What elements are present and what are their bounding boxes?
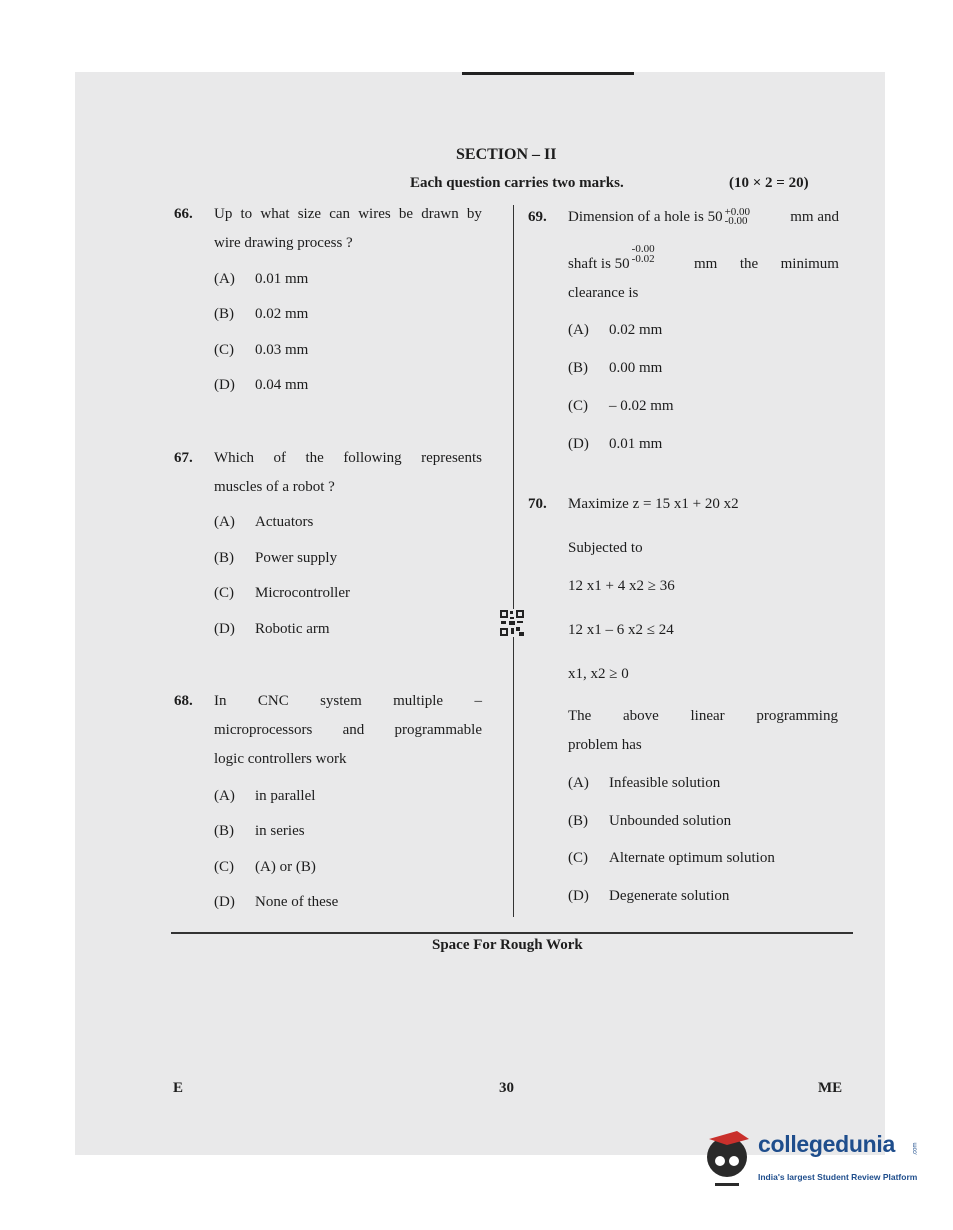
qr-code-icon [499, 609, 525, 637]
option-c[interactable] [214, 853, 316, 882]
footer-set-code: E [173, 1080, 184, 1096]
tolerance-upper: +0.00 [724, 206, 751, 218]
word: programmable [394, 722, 482, 738]
stem-line-2: problem has [568, 737, 642, 753]
option-label: (C) [214, 585, 234, 601]
tolerance-lower: -0.02 [631, 253, 655, 265]
word: the [739, 256, 759, 272]
option-label: (D) [214, 377, 235, 393]
option-text: Power supply [255, 550, 338, 566]
word: The [568, 708, 592, 724]
question-number: 67. [174, 450, 193, 466]
stem-line-3: logic controllers work [214, 751, 347, 767]
option-a[interactable] [214, 508, 313, 537]
option-label: (B) [214, 550, 234, 566]
option-label: (A) [214, 271, 235, 287]
option-text: 0.03 mm [255, 342, 309, 358]
stem-line-2: muscles of a robot ? [214, 479, 335, 495]
stem-line-2 [214, 716, 482, 745]
word: In [214, 693, 227, 709]
stem-line-1 [214, 687, 482, 716]
option-d[interactable] [214, 615, 330, 644]
option-a[interactable] [214, 782, 315, 811]
word: by [466, 206, 482, 222]
option-text: in parallel [255, 788, 316, 804]
word: microprocessors [214, 722, 313, 738]
word: programming [756, 708, 838, 724]
option-label: (C) [568, 850, 588, 866]
option-text: – 0.02 mm [609, 398, 674, 414]
footer-subject-code: ME [818, 1080, 843, 1096]
non-negativity: x1, x2 ≥ 0 [568, 666, 629, 682]
option-label: (C) [214, 342, 234, 358]
shaft-tolerance [630, 243, 662, 268]
marks-note: Each question carries two marks. [410, 175, 624, 191]
option-c[interactable] [214, 336, 308, 365]
option-text: Degenerate solution [609, 888, 730, 904]
option-text: Actuators [255, 514, 314, 530]
stem-line-1 [214, 200, 482, 229]
hole-tolerance [723, 206, 755, 227]
stem-line-2: wire drawing process ? [214, 235, 353, 251]
word: can [329, 206, 351, 222]
word: size [297, 206, 322, 222]
option-text: 0.01 mm [255, 271, 309, 287]
option-a[interactable] [214, 265, 308, 294]
stem-line-1 [568, 203, 839, 232]
bottom-rule [171, 932, 853, 934]
question-stem [568, 203, 839, 308]
stem-text: Dimension of a hole is 50 [568, 209, 723, 225]
option-label: (D) [568, 436, 589, 452]
option-d[interactable] [214, 371, 308, 400]
option-label: (B) [214, 306, 234, 322]
word: wires [358, 206, 391, 222]
word: Which [214, 450, 254, 466]
word: represents [421, 450, 482, 466]
option-text: in series [255, 823, 305, 839]
word: and [342, 722, 365, 738]
brand-suffix: .com [912, 1142, 919, 1156]
option-label: (A) [568, 322, 589, 338]
subject-to: Subjected to [568, 540, 643, 556]
rough-work-label: Space For Rough Work [432, 937, 583, 953]
option-label: (D) [568, 888, 589, 904]
option-d[interactable] [568, 882, 729, 911]
question-number: 66. [174, 206, 193, 222]
question-number: 69. [528, 209, 547, 225]
question-stem [214, 200, 482, 258]
question-stem [214, 444, 482, 502]
word: above [623, 708, 659, 724]
option-c[interactable] [568, 392, 674, 421]
option-text: Unbounded solution [609, 813, 732, 829]
option-c[interactable] [568, 844, 775, 873]
word: following [343, 450, 402, 466]
option-text: Robotic arm [255, 621, 330, 637]
word: mm [694, 256, 718, 272]
option-label: (B) [214, 823, 234, 839]
word: be [398, 206, 414, 222]
column-divider [513, 205, 514, 917]
word: minimum [780, 256, 839, 272]
word: linear [690, 708, 725, 724]
word: drawn [421, 206, 459, 222]
word: system [320, 693, 362, 709]
option-label: (C) [568, 398, 588, 414]
option-text: 0.01 mm [609, 436, 663, 452]
tolerance-lower: -0.00 [724, 215, 748, 227]
question-number: 68. [174, 693, 193, 709]
section-title: SECTION – II [456, 146, 557, 163]
option-b[interactable] [214, 300, 308, 329]
option-text: None of these [255, 894, 339, 910]
option-label: (C) [214, 859, 234, 875]
word: of [273, 450, 286, 466]
word: multiple [393, 693, 444, 709]
option-text: 0.04 mm [255, 377, 309, 393]
word: to [240, 206, 253, 222]
option-b[interactable] [568, 807, 731, 836]
constraint-2: 12 x1 – 6 x2 ≤ 24 [568, 622, 674, 638]
stem-line-2 [568, 243, 839, 279]
option-label: (B) [568, 813, 588, 829]
word: Up [214, 206, 233, 222]
option-b[interactable] [214, 817, 305, 846]
option-label: (B) [568, 360, 588, 376]
option-b[interactable] [568, 354, 662, 383]
option-a[interactable] [568, 769, 720, 798]
word: what [260, 206, 290, 222]
option-d[interactable] [214, 888, 338, 917]
option-label: (D) [214, 894, 235, 910]
objective-function: Maximize z = 15 x1 + 20 x2 [568, 496, 739, 512]
option-text: 0.00 mm [609, 360, 663, 376]
tolerance-upper: -0.00 [631, 243, 655, 255]
option-c[interactable] [214, 579, 350, 608]
stem-text: shaft is 50 [568, 256, 630, 272]
word: CNC [257, 693, 289, 709]
word: – [474, 693, 482, 709]
marks-total: (10 × 2 = 20) [729, 175, 809, 191]
word: the [305, 450, 324, 466]
question-stem [214, 687, 482, 774]
stem-text: mm and [790, 209, 839, 225]
constraint-1: 12 x1 + 4 x2 ≥ 36 [568, 578, 675, 594]
option-text: Infeasible solution [609, 775, 721, 791]
question-number: 70. [528, 496, 547, 512]
top-binding-bar [462, 72, 634, 75]
stem-line-3: clearance is [568, 285, 639, 301]
option-text: 0.02 mm [255, 306, 309, 322]
stem-line-1 [568, 702, 838, 731]
option-text: Microcontroller [255, 585, 350, 601]
option-label: (A) [568, 775, 589, 791]
stem-line-1 [214, 444, 482, 473]
option-text: 0.02 mm [609, 322, 663, 338]
option-text: (A) or (B) [255, 859, 316, 875]
page-number: 30 [499, 1080, 514, 1096]
option-label: (A) [214, 788, 235, 804]
option-a[interactable] [568, 316, 662, 345]
brand-name: collegedunia [758, 1131, 895, 1157]
option-text: Alternate optimum solution [609, 850, 775, 866]
option-label: (A) [214, 514, 235, 530]
option-d[interactable] [568, 430, 662, 459]
brand-tagline: India's largest Student Review Platform [758, 1172, 918, 1182]
option-b[interactable] [214, 544, 337, 573]
option-label: (D) [214, 621, 235, 637]
